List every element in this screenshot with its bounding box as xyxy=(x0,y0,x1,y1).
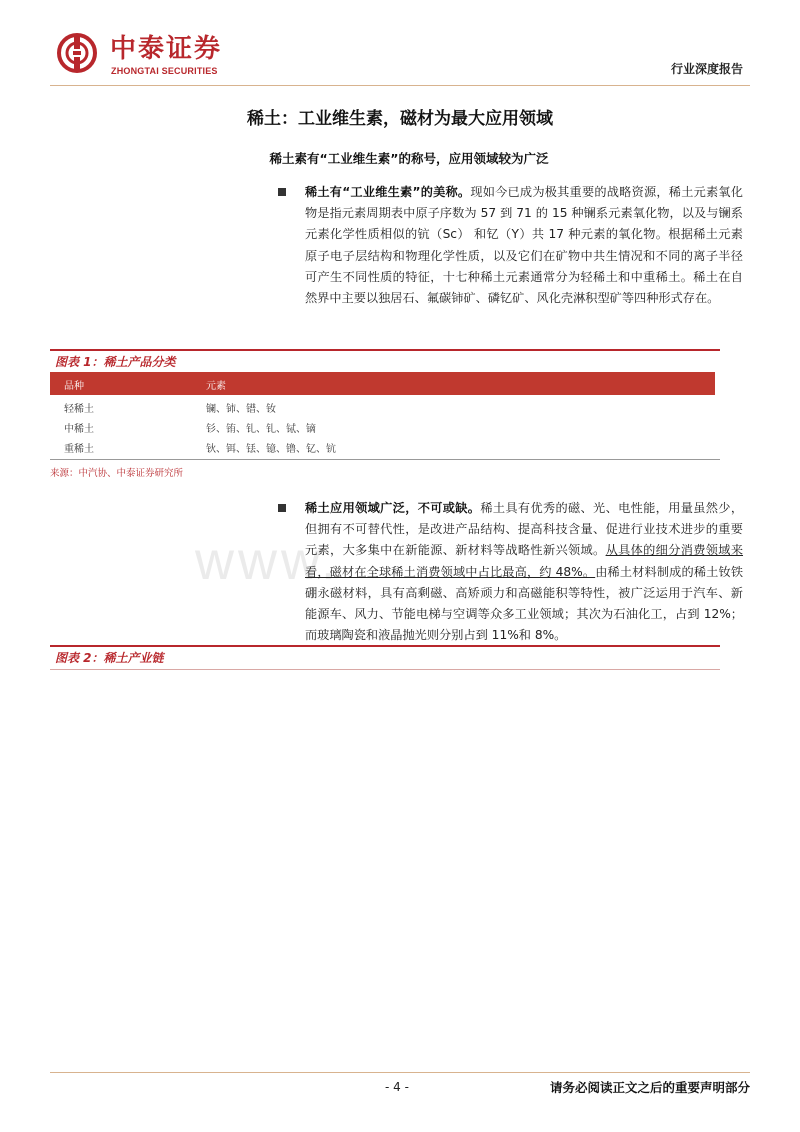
figure-1-source: 来源：中汽协、中泰证券研究所 xyxy=(50,468,184,479)
table-header-row xyxy=(50,372,715,395)
table-cell-variety: 中稀土 xyxy=(64,424,94,435)
subsection-title: 稀土素有“工业维生素”的称号，应用领域较为广泛 xyxy=(269,151,549,166)
paragraph-lead: 稀土应用领域广泛，不可或缺。 xyxy=(305,501,481,515)
bullet-square-icon xyxy=(278,188,286,196)
table-cell-elements: 钐、铕、钆、钆、铽、镝 xyxy=(206,424,316,435)
page-number: - 4 - xyxy=(385,1080,409,1094)
report-type-label: 行业深度报告 xyxy=(670,62,743,76)
table-header-elements: 元素 xyxy=(206,381,226,392)
table-cell-variety: 轻稀土 xyxy=(64,404,94,415)
company-logo-icon xyxy=(57,33,97,73)
paragraph-underlined: 从具体的细分消费领域来看，磁材在全球稀土消费领域中占比最高，约 48%。 xyxy=(305,543,744,579)
section-title: 稀土：工业维生素，磁材为最大应用领域 xyxy=(247,109,553,129)
table-cell-variety: 重稀土 xyxy=(64,444,94,455)
paragraph-body-cont: 由稀土材料制成的稀土钕铁硼永磁材料，具有高剩磁、高矫顽力和高磁能积等特性，被广泛运用于汽车、新能源车、风力、节能电梯与空调等众多工业领域；其次为石油化工，占到 12%；而玻璃陶瓷和液晶抛光则分别占到 11%和 8%。 xyxy=(305,564,744,643)
footer-disclaimer: 请务必阅读正文之后的重要声明部分 xyxy=(549,1080,750,1095)
table-row xyxy=(50,437,715,457)
table-cell-elements: 镧、铈、镨、钕 xyxy=(206,404,276,415)
header-divider xyxy=(50,85,750,86)
paragraph-lead: 稀土有“工业维生素”的美称。 xyxy=(305,185,471,199)
paragraph-applications xyxy=(305,498,743,646)
figure-1-title: 图表 1：稀土产品分类 xyxy=(55,355,176,369)
bullet-square-icon xyxy=(278,504,286,512)
paragraph-body: 现如今已成为极其重要的战略资源，稀土元素氧化物是指元素周期表中原子序数为 57 到 71 的 15 种镧系元素氧化物，以及与镧系元素化学性质相似的钪（Sc） 和钇（Y）共 17 种元素的氧化物。根据稀土元素原子电子层结构和物理化学性质，以及它们在矿物中共生情况和不同的离子半径可产生不同性质的特征，十七种稀土元素通常分为轻稀土和中重稀土。稀土在自然界中主要以独居石、氟碳铈矿、磷钇矿、风化壳淋积型矿等四种形式存在。 xyxy=(305,185,743,306)
table-header-variety: 品种 xyxy=(64,381,84,392)
watermark: www. xyxy=(195,531,341,591)
table-cell-elements: 钬、铒、铥、镱、镥、钇、钪 xyxy=(206,444,336,455)
table-bottom-rule xyxy=(50,459,720,460)
footer-divider xyxy=(50,1072,750,1073)
logo-chinese-text: 中泰证券 xyxy=(110,34,223,64)
logo-english-text: ZHONGTAI SECURITIES xyxy=(111,66,218,76)
paragraph-rare-earth-intro xyxy=(305,182,743,309)
figure-1-top-rule xyxy=(50,349,720,351)
table-row xyxy=(50,397,715,417)
table-row xyxy=(50,417,715,437)
figure-2-title: 图表 2：稀土产业链 xyxy=(55,651,164,665)
paragraph-body: 稀土具有优秀的磁、光、电性能，用量虽然少，但拥有不可替代性，是改进产品结构、提高科技含量、促进行业技术进步的重要元素，大多集中在新能源、新材料等战略性新兴领域。 xyxy=(305,501,744,558)
